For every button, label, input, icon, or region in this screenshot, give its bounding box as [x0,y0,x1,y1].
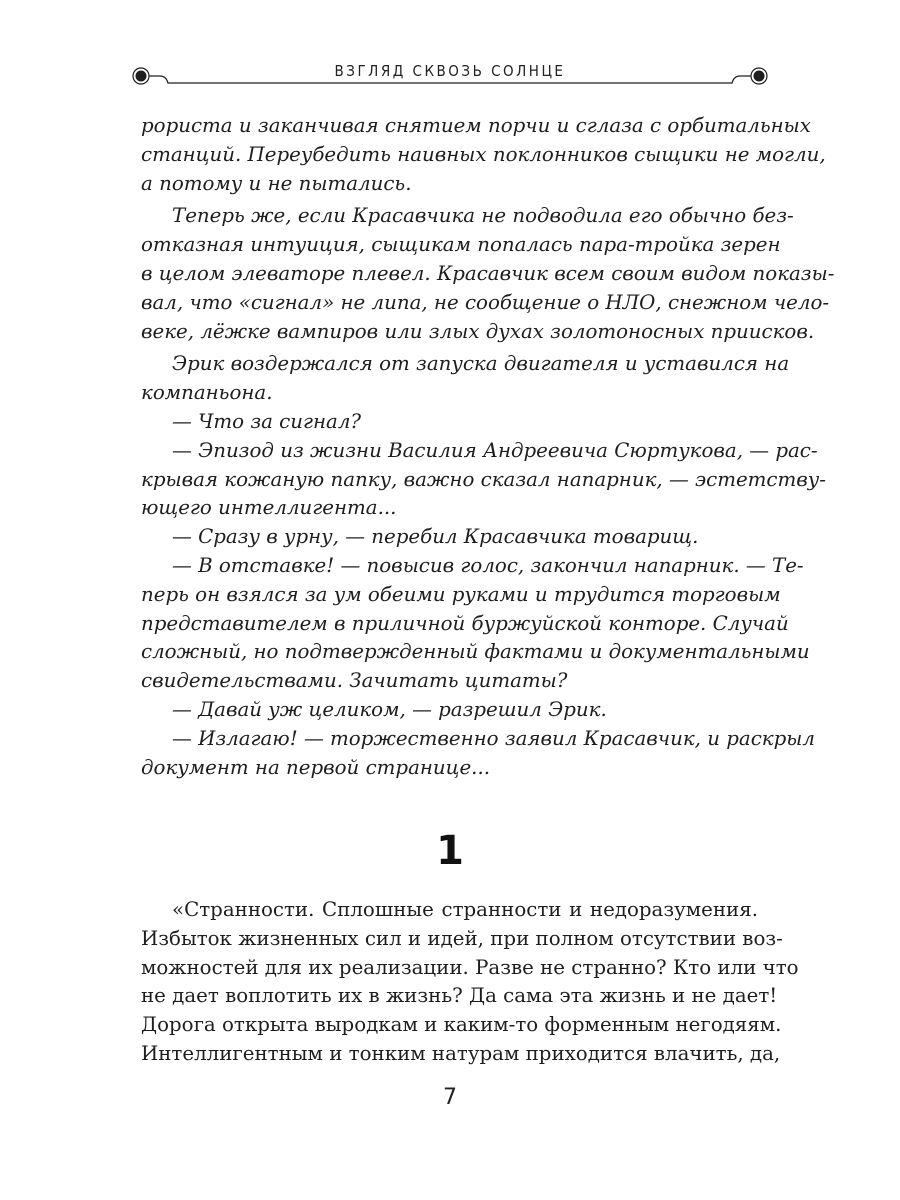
italic-passage [141,112,835,782]
text-line: а потому и не пытались. [141,171,412,195]
roman-passage [141,896,799,1069]
text-line: не дает воплотить их в жизнь? Да сама эта жизнь и не дает! [141,984,778,1008]
text-line: Эрик воздержался от запуска двигателя и уставился на [172,352,790,376]
text-line: — Эпизод из жизни Василия Андреевича Сюртукова, — рас- [172,438,818,462]
text-line: компаньона. [141,381,273,405]
text-line: можностей для их реализации. Разве не странно? Кто или что [141,955,799,979]
text-line: — Давай уж целиком, — разрешил Эрик. [172,697,607,721]
text-line: — В отставке! — повысив голос, закончил напарник. — Те- [172,553,804,577]
text-line: Дорога открыта выродкам и каким-то форменным негодяям. [141,1013,782,1037]
text-line: Избыток жизненных сил и идей, при полном отсутствии воз- [141,926,783,950]
text-line: рориста и заканчивая снятием порчи и сглаза с орбитальных [141,114,811,137]
text-line: станций. Переубедить наивных поклонников сыщики не могли, [141,142,826,166]
text-line: перь он взялся за ум обеими руками и трудится торговым [141,582,781,606]
text-line: «Странности. Сплошные странности и недоразумения. [172,898,758,921]
text-line: — Излагаю! — торжественно заявил Красавчик, и раскрыл [172,726,815,750]
text-line: — Что за сигнал? [172,409,362,433]
text-line: в целом элеваторе плевел. Красавчик всем своим видом показы- [141,261,835,285]
text-line: отказная интуиция, сыщикам попалась пара-тройка зерен [141,233,781,257]
page-number: 7 [443,1085,457,1110]
text-line: сложный, но подтвержденный фактами и документальными [141,640,810,664]
text-line: документ на первой странице... [141,755,491,779]
text-line: представителем в приличной буржуйской конторе. Случай [141,611,789,635]
text-line: крывая кожаную папку, важно сказал напарник, — эстетству- [141,467,826,491]
text-line: свидетельствами. Зачитать цитаты? [141,669,568,693]
chapter-number: 1 [436,828,464,874]
text-line: вал, что «сигнал» не липа, не сообщение о НЛО, снежном чело- [141,290,830,314]
text-line: Теперь же, если Красавчика не подводила его обычно без- [172,204,794,228]
text-line: ющего интеллигента... [141,496,397,520]
running-header-title: ВЗГЛЯД СКВОЗЬ СОЛНЦЕ [334,62,566,80]
text-line: — Сразу в урну, — перебил Красавчика товарищ. [172,525,699,549]
running-header [130,60,770,94]
text-line: веке, лёжке вампиров или злых духах золотоносных приисков. [141,319,815,343]
text-line: Интеллигентным и тонким натурам приходится влачить, да, [141,1041,781,1065]
